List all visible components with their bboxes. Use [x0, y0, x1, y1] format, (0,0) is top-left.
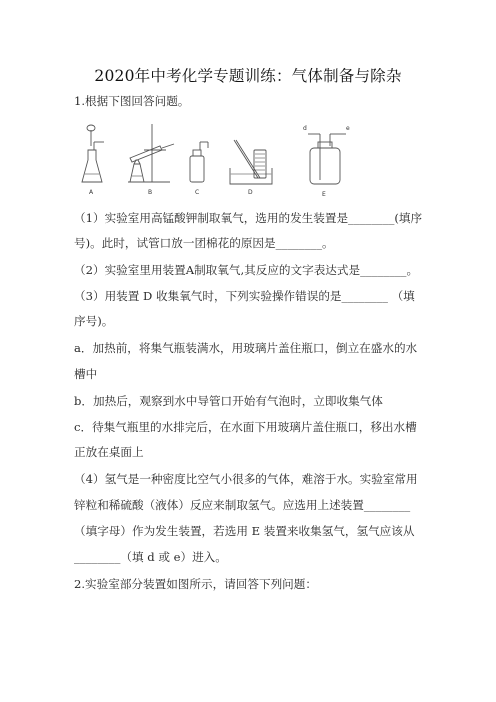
apparatus-d [230, 140, 272, 184]
label-c: C [195, 189, 200, 196]
option-a-line2: 槽中 [74, 367, 98, 381]
option-b: b．加热后，观察到水中导管口开始有气泡时，立即收集气体 [74, 394, 383, 408]
label-d-tube: d [303, 125, 307, 132]
option-c-line1: c．待集气瓶里的水排完后，在水面下用玻璃片盖住瓶口，移出水槽 [74, 420, 417, 434]
q1-part4-line3: （填字母）作为发生装置，若选用 E 装置来收集氢气，氢气应该从 [74, 524, 415, 538]
label-e-tube: e [346, 125, 350, 132]
apparatus-b [128, 124, 174, 182]
q1-part2: （2）实验室里用装置A制取氧气,其反应的文字表达式是________。 [74, 263, 419, 277]
q1-part1-line1: （1）实验室用高锰酸钾制取氧气，选用的发生装置是________(填序 [74, 211, 423, 225]
label-b: B [148, 189, 153, 196]
q1-part1-line2: 号)。此时，试管口放一团棉花的原因是________。 [74, 236, 334, 250]
apparatus-c [190, 142, 208, 182]
question-1-stem: 1.根据下图回答问题。 [74, 94, 190, 108]
label-d: D [248, 189, 253, 196]
apparatus-figure [74, 120, 374, 206]
page-title: 2020年中考化学专题训练：气体制备与除杂 [94, 67, 402, 85]
q1-part4-line2: 锌粒和稀硫酸（液体）反应来制取氢气。应选用上述装置________ [74, 498, 411, 512]
q1-part3-line1: （3）用装置 D 收集氧气时，下列实验操作错误的是________ （填 [74, 289, 415, 303]
label-e: E [322, 191, 326, 198]
question-2-stem: 2.实验室部分装置如图所示，请回答下列问题： [74, 577, 317, 591]
q1-part3-line2: 序号)。 [74, 314, 114, 328]
option-c-line2: 正放在桌面上 [74, 445, 144, 459]
label-a: A [89, 189, 94, 196]
q1-part4-line1: （4）氢气是一种密度比空气小很多的气体，难溶于水。实验室常用 [74, 472, 418, 486]
apparatus-a [82, 125, 104, 182]
option-a-line1: a．加热前，将集气瓶装满水，用玻璃片盖住瓶口，倒立在盛水的水 [74, 341, 418, 355]
apparatus-e [308, 134, 346, 184]
q1-part4-line4: ________（填 d 或 e）进入。 [74, 550, 227, 564]
